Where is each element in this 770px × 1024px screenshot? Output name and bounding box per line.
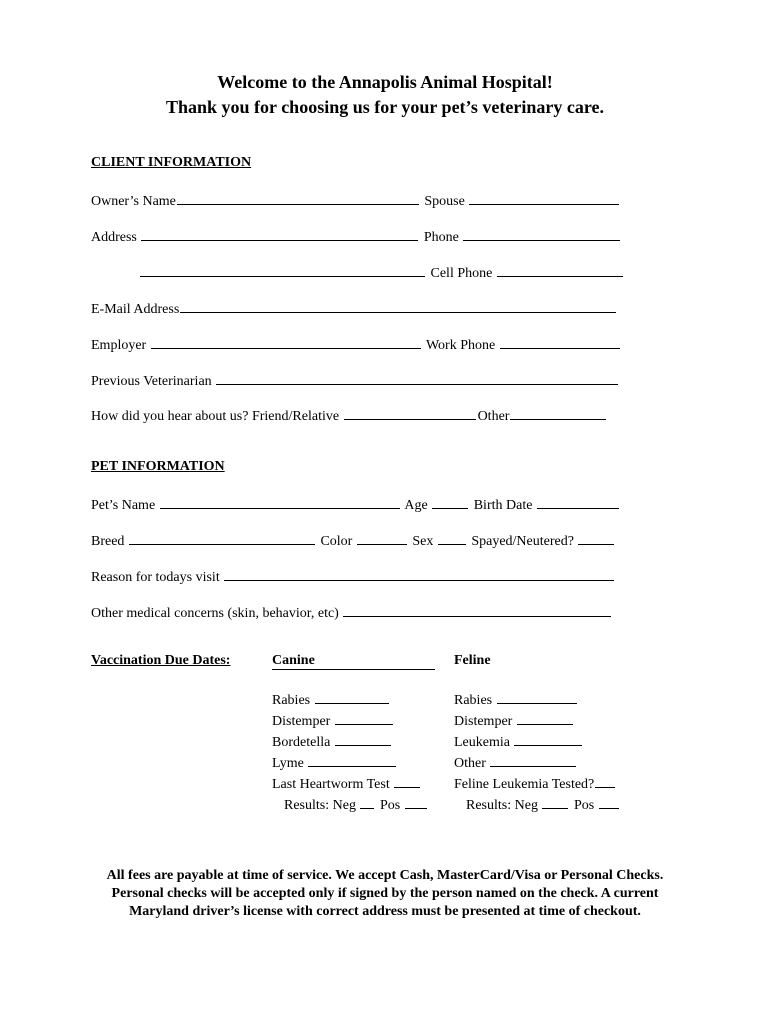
feline-vaccine-list bbox=[454, 689, 621, 815]
previous-vet-label: Previous Veterinarian bbox=[91, 374, 212, 389]
referral-label: How did you hear about us? Friend/Relative bbox=[91, 409, 340, 424]
list-item bbox=[454, 710, 621, 731]
previous-vet-field[interactable] bbox=[216, 370, 618, 385]
spayed-label: Spayed/Neutered? bbox=[471, 534, 574, 549]
feline-heading: Feline bbox=[454, 653, 491, 668]
color-field[interactable] bbox=[357, 530, 407, 545]
list-item bbox=[454, 794, 621, 815]
form-subtitle: Thank you for choosing us for your pet’s veterinary care. bbox=[165, 97, 604, 117]
cell-phone-label: Cell Phone bbox=[430, 266, 493, 281]
owner-name-label: Owner’s Name bbox=[91, 194, 176, 209]
breed-field[interactable] bbox=[129, 530, 315, 545]
canine-results-neg-label: Results: Neg bbox=[284, 798, 356, 813]
medical-concerns-label: Other medical concerns (skin, behavior, etc) bbox=[91, 606, 339, 621]
list-item bbox=[272, 710, 429, 731]
pet-name-label: Pet’s Name bbox=[91, 498, 156, 513]
list-item bbox=[454, 689, 621, 710]
employer-field[interactable] bbox=[151, 334, 421, 349]
sex-field[interactable] bbox=[438, 530, 466, 545]
list-item bbox=[272, 773, 429, 794]
canine-bordetella-field[interactable] bbox=[335, 731, 391, 746]
feline-distemper-label: Distemper bbox=[454, 714, 513, 729]
phone-label: Phone bbox=[423, 230, 459, 245]
work-phone-label: Work Phone bbox=[425, 338, 496, 353]
email-label: E-Mail Address bbox=[91, 302, 180, 317]
breed-label: Breed bbox=[91, 534, 125, 549]
referral-other-label: Other bbox=[477, 409, 510, 424]
email-row bbox=[91, 298, 618, 319]
canine-lyme-field[interactable] bbox=[308, 752, 396, 767]
cell-phone-field[interactable] bbox=[497, 262, 623, 277]
referral-row bbox=[91, 405, 608, 426]
address-row bbox=[91, 226, 622, 247]
phone-field[interactable] bbox=[463, 226, 620, 241]
list-item bbox=[454, 731, 621, 752]
list-item bbox=[272, 794, 429, 815]
canine-pos-label: Pos bbox=[379, 798, 401, 813]
canine-distemper-field[interactable] bbox=[335, 710, 393, 725]
work-phone-field[interactable] bbox=[500, 334, 620, 349]
canine-bordetella-label: Bordetella bbox=[272, 735, 331, 750]
visit-reason-label: Reason for todays visit bbox=[91, 570, 220, 585]
heartworm-label: Last Heartworm Test bbox=[272, 777, 390, 792]
email-field[interactable] bbox=[180, 298, 616, 313]
feline-other-field[interactable] bbox=[490, 752, 576, 767]
breed-row bbox=[91, 530, 616, 551]
canine-pos-field[interactable] bbox=[405, 794, 427, 809]
employer-row bbox=[91, 334, 622, 355]
canine-vaccine-list bbox=[272, 689, 429, 815]
pet-name-field[interactable] bbox=[160, 494, 400, 509]
form-title: Welcome to the Annapolis Animal Hospital! bbox=[217, 72, 553, 92]
visit-reason-field[interactable] bbox=[224, 566, 614, 581]
list-item bbox=[454, 752, 621, 773]
payment-policy-note: All fees are payable at time of service. We accept Cash, MasterCard/Visa or Personal Checks. Personal checks will be accepted only if signed by the person named on the check. A current Maryland driver’s license with correct address must be presented at time of checkout. bbox=[106, 868, 664, 919]
canine-lyme-label: Lyme bbox=[272, 756, 304, 771]
canine-rabies-label: Rabies bbox=[272, 693, 311, 708]
sex-label: Sex bbox=[412, 534, 434, 549]
age-label: Age bbox=[404, 498, 428, 513]
pet-info-heading: PET INFORMATION bbox=[91, 459, 225, 474]
feline-leukemia-field[interactable] bbox=[514, 731, 582, 746]
referral-other-field[interactable] bbox=[510, 405, 606, 420]
pet-name-row bbox=[91, 494, 621, 515]
address-line2-field[interactable] bbox=[140, 262, 425, 277]
leukemia-tested-field[interactable] bbox=[595, 773, 615, 788]
feline-distemper-field[interactable] bbox=[517, 710, 573, 725]
leukemia-tested-label: Feline Leukemia Tested? bbox=[454, 777, 595, 792]
feline-results-neg-label: Results: Neg bbox=[466, 798, 538, 813]
feline-neg-field[interactable] bbox=[542, 794, 568, 809]
referral-friend-field[interactable] bbox=[344, 405, 476, 420]
canine-rabies-field[interactable] bbox=[315, 689, 389, 704]
address-field[interactable] bbox=[141, 226, 418, 241]
canine-distemper-label: Distemper bbox=[272, 714, 331, 729]
spayed-field[interactable] bbox=[578, 530, 614, 545]
vaccination-title: Vaccination Due Dates: bbox=[91, 653, 231, 668]
heartworm-field[interactable] bbox=[394, 773, 420, 788]
spouse-field[interactable] bbox=[469, 190, 619, 205]
list-item bbox=[272, 731, 429, 752]
concerns-row bbox=[91, 602, 613, 623]
owner-row bbox=[91, 190, 621, 211]
address-label: Address bbox=[91, 230, 137, 245]
color-label: Color bbox=[320, 534, 353, 549]
client-info-heading: CLIENT INFORMATION bbox=[91, 155, 252, 170]
feline-other-label: Other bbox=[454, 756, 486, 771]
feline-pos-field[interactable] bbox=[599, 794, 619, 809]
medical-concerns-field[interactable] bbox=[343, 602, 611, 617]
list-item bbox=[272, 752, 429, 773]
prev-vet-row bbox=[91, 370, 620, 391]
address2-row bbox=[139, 262, 625, 283]
feline-rabies-label: Rabies bbox=[454, 693, 493, 708]
birth-date-label: Birth Date bbox=[473, 498, 533, 513]
reason-row bbox=[91, 566, 616, 587]
birth-date-field[interactable] bbox=[537, 494, 619, 509]
employer-label: Employer bbox=[91, 338, 147, 353]
spouse-label: Spouse bbox=[424, 194, 465, 209]
feline-pos-label: Pos bbox=[573, 798, 595, 813]
owner-name-field[interactable] bbox=[177, 190, 419, 205]
canine-neg-field[interactable] bbox=[360, 794, 374, 809]
list-item bbox=[272, 689, 429, 710]
feline-rabies-field[interactable] bbox=[497, 689, 577, 704]
list-item bbox=[454, 773, 621, 794]
age-field[interactable] bbox=[432, 494, 468, 509]
canine-heading: Canine bbox=[272, 653, 435, 670]
feline-leukemia-label: Leukemia bbox=[454, 735, 510, 750]
